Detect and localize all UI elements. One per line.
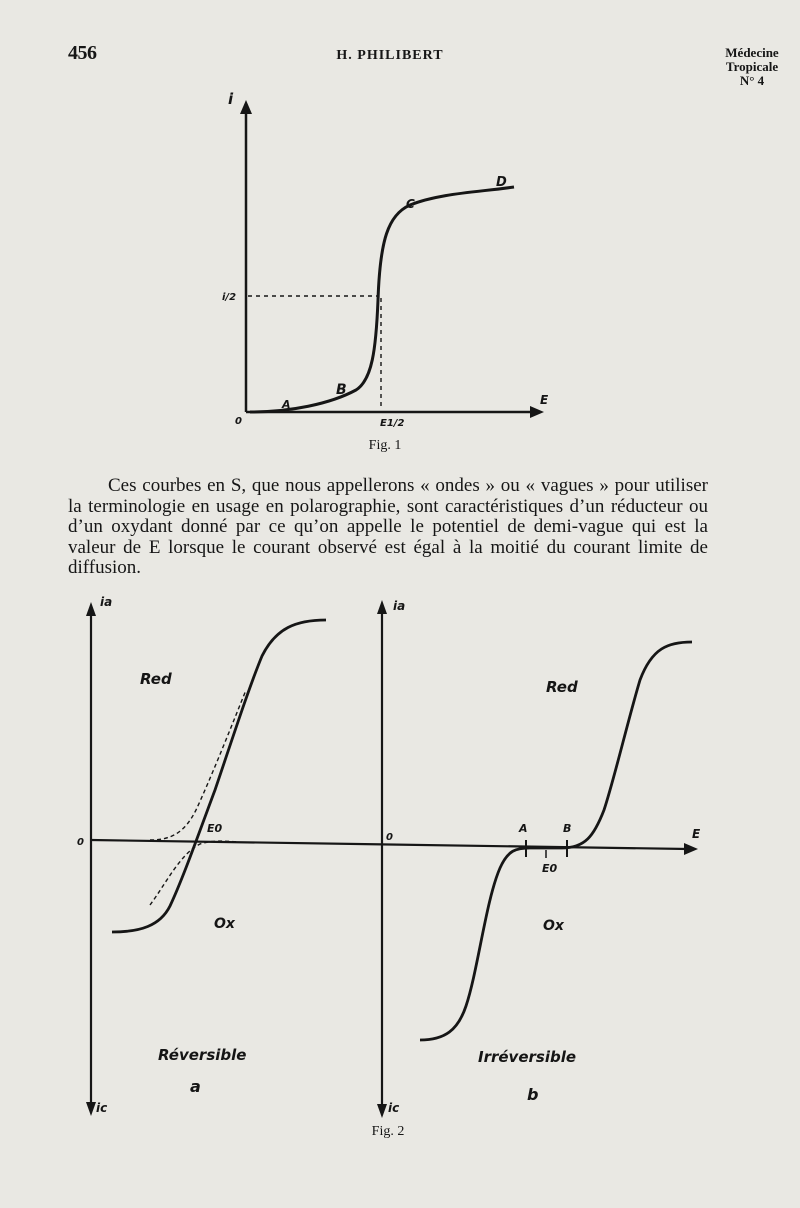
fig2a-dashed-anodic [150, 690, 246, 840]
fig2a-red-label: Red [140, 670, 172, 688]
fig2a-letter: a [190, 1077, 201, 1096]
fig2a-down-arrow [86, 1102, 96, 1116]
fig1-half-wave-label: E1/2 [380, 418, 405, 429]
fig2b-axis-top-label: ia [393, 599, 406, 613]
journal-line: N° 4 [739, 73, 765, 88]
fig1-point-c: C [406, 197, 415, 211]
fig2a-up-arrow [86, 602, 96, 616]
fig2b-letter: b [527, 1085, 539, 1104]
fig1-point-b: B [336, 382, 347, 398]
fig2b-axis-bottom-label: ic [388, 1101, 400, 1115]
fig2b-red-label: Red [546, 678, 578, 696]
fig1-point-d: D [496, 175, 507, 190]
fig1-point-a: A [282, 398, 291, 411]
paragraph-text: Ces courbes en S, que nous appellerons « ondes » ou « vagues » pour utiliser la terminologie en usage en polarographie, sont caractéristiques d’un réducteur ou d’un oxydant donné par ce qu’on appelle le potentiel de demi-vague qui est la valeur de E lorsque le courant observé est égal à la moitié du courant limite de diffusion. [68, 475, 708, 578]
fig2a-e0-label: E0 [207, 822, 223, 835]
fig1-origin-label: 0 [235, 416, 242, 427]
fig1-axis-x-label: E [540, 393, 549, 407]
fig2b-down-arrow [377, 1104, 387, 1118]
journal-line: Tropicale [725, 59, 779, 74]
journal-line: Médecine [725, 45, 779, 60]
figure-2-caption: Fig. 2 [371, 1124, 405, 1139]
fig2a-ox-label: Ox [214, 916, 235, 932]
fig2b-up-arrow [377, 600, 387, 614]
fig2a-axis-top-label: ia [100, 595, 113, 609]
fig2a-title: Réversible [158, 1046, 247, 1064]
fig2b-e0-label: E0 [542, 862, 558, 875]
fig2b-point-a: A [519, 822, 528, 835]
fig2b-ox-label: Ox [543, 918, 564, 934]
page-number: 456 [68, 42, 97, 64]
fig2b-title: Irréversible [478, 1048, 577, 1066]
fig1-axis-y-label: i [228, 90, 234, 108]
running-head: H. PHILIBERT [336, 48, 444, 63]
figure-1-caption: Fig. 1 [368, 438, 402, 453]
fig1-half-current-label: i/2 [222, 292, 237, 303]
fig2b-point-b: B [563, 822, 572, 835]
fig2b-origin-label: 0 [386, 832, 393, 843]
fig2b-axis-x-label: E [692, 827, 701, 841]
fig2a-axis-bottom-label: ic [96, 1101, 108, 1115]
fig2b-wave-curve [420, 642, 692, 1040]
fig2a-wave-curve [112, 620, 326, 932]
fig2a-dashed-cathodic [150, 841, 238, 905]
fig2a-origin-label: 0 [77, 837, 84, 848]
fig2-right-arrow [684, 843, 698, 855]
